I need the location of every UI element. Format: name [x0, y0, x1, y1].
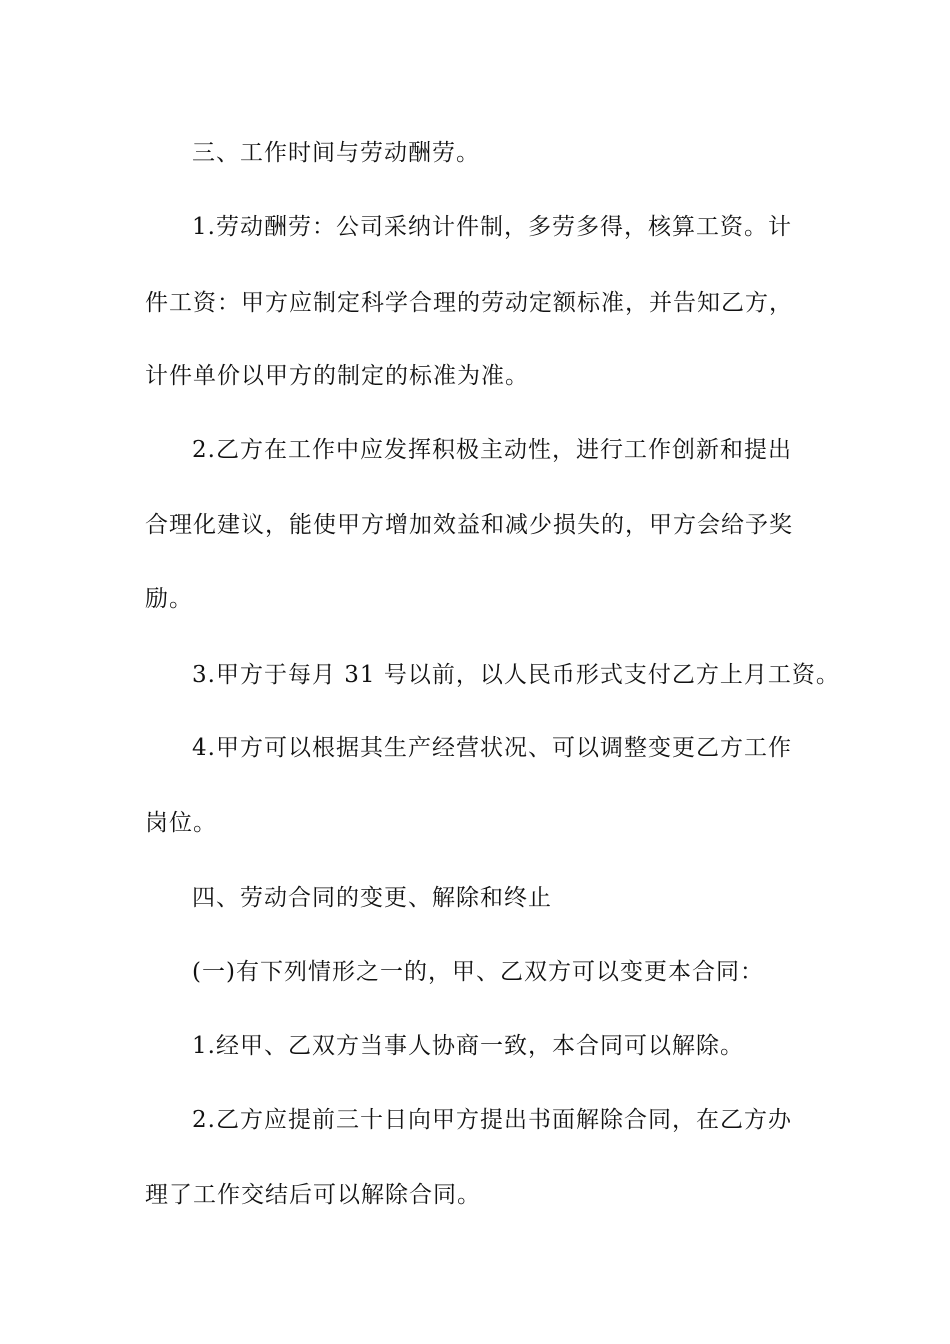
- section-heading-4: 四、劳动合同的变更、解除和终止: [192, 885, 552, 911]
- paragraph-line: 1.劳动酬劳：公司采纳计件制，多劳多得，核算工资。计: [192, 214, 792, 240]
- paragraph-line: 励。: [145, 586, 193, 612]
- paragraph-line: 2.乙方在工作中应发挥积极主动性，进行工作创新和提出: [192, 437, 792, 463]
- paragraph-line: 1.经甲、乙双方当事人协商一致，本合同可以解除。: [192, 1033, 744, 1059]
- paragraph-line: 3.甲方于每月 31 号以前，以人民币形式支付乙方上月工资。: [192, 662, 840, 688]
- paragraph-line: 件工资：甲方应制定科学合理的劳动定额标准，并告知乙方，: [145, 290, 793, 316]
- section-heading-3: 三、工作时间与劳动酬劳。: [192, 140, 480, 166]
- paragraph-line: 岗位。: [145, 810, 217, 836]
- paragraph-line: 合理化建议，能使甲方增加效益和减少损失的，甲方会给予奖: [145, 512, 793, 538]
- paragraph-line: (一)有下列情形之一的，甲、乙双方可以变更本合同：: [192, 959, 764, 985]
- paragraph-line: 计件单价以甲方的制定的标准为准。: [145, 363, 529, 389]
- paragraph-line: 理了工作交结后可以解除合同。: [145, 1182, 481, 1208]
- paragraph-line: 2.乙方应提前三十日向甲方提出书面解除合同，在乙方办: [192, 1107, 792, 1133]
- paragraph-line: 4.甲方可以根据其生产经营状况、可以调整变更乙方工作: [192, 735, 792, 761]
